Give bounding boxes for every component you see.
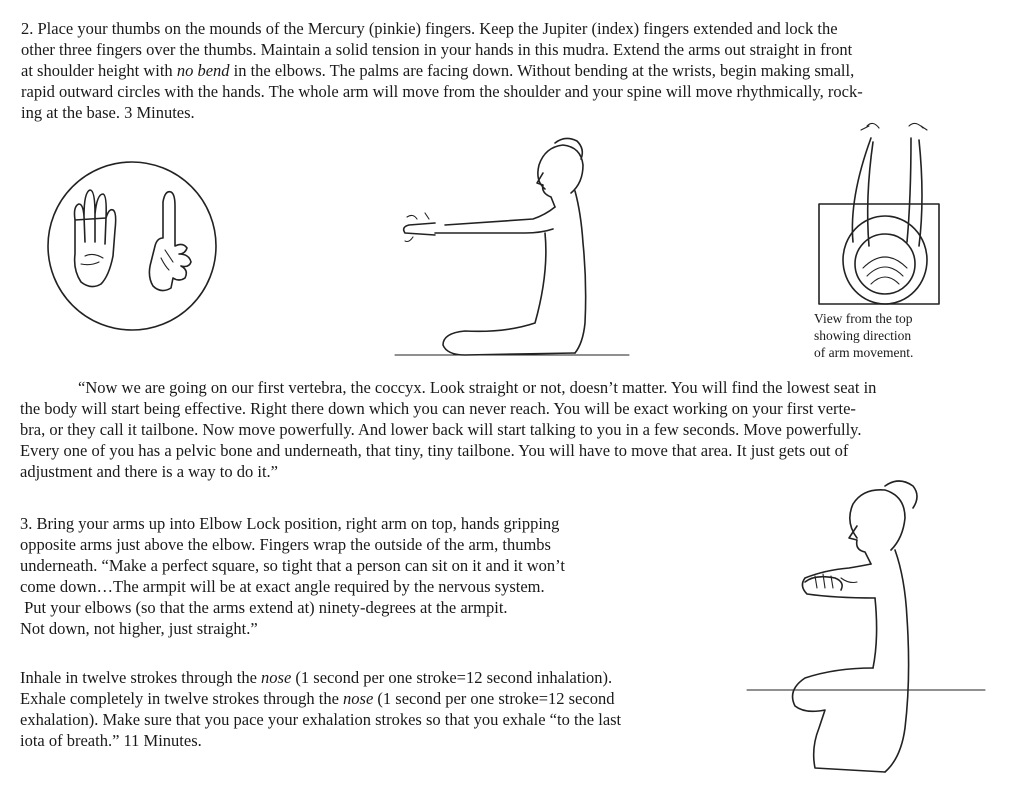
breath-line-text: Inhale in twelve strokes through the [20,668,262,687]
step-3-line: Put your elbows (so that the arms extend at) ninety-degrees at the armpit. [20,598,508,617]
quote-line: the body will start being effective. Right there down which you can never reach. You will be exact working on your first verte- [20,399,856,418]
step-2-line-text: at shoulder height with [21,61,177,80]
step-3-line: 3. Bring your arms up into Elbow Lock position, right arm on top, hands gripping [20,514,560,533]
quote-line: adjustment and there is a way to do it.” [20,462,278,481]
step-2-line: ing at the base. 3 Minutes. [21,103,195,122]
step-3-line: opposite arms just above the elbow. Fingers wrap the outside of the arm, thumbs [20,535,551,554]
caption-line: of arm movement. [814,345,914,360]
step-3-paragraph [20,513,670,639]
step-2-line: other three fingers over the thumbs. Maintain a solid tension in your hands in this mudra. Extend the arms out straight in front [21,40,853,59]
step-3-line: come down…The armpit will be at exact angle required by the nervous system. [20,577,545,596]
top-view-figure [815,118,945,308]
nose-emphasis: nose [261,668,292,687]
no-bend-emphasis: no bend [176,61,230,80]
step-2-line: rapid outward circles with the hands. The whole arm will move from the shoulder and your spine will move rhythmically, rock- [21,82,863,101]
top-view-caption [814,310,944,361]
quote-line: Every one of you has a pelvic bone and underneath, that tiny, tiny tailbone. You will have to move that area. It just gets out of [20,441,849,460]
breath-line [20,667,730,688]
step-3-line: underneath. “Make a perfect square, so tight that a person can sit on it and it won’t [20,556,565,575]
quote-line: “Now we are going on our first vertebra, the coccyx. Look straight or not, doesn’t matter. You will find the lowest seat in [78,378,877,397]
caption-line: View from the top [814,311,913,326]
breath-line: iota of breath.” 11 Minutes. [20,731,202,750]
hand-mudra-illustration [45,158,220,333]
step-2-line-text: in the elbows. The palms are facing down. Without bending at the wrists, begin making small, [229,61,855,80]
breath-line: exhalation). Make sure that you pace your exhalation strokes so that you exhale “to the last [20,710,622,729]
breathing-paragraph [20,667,730,751]
elbow-lock-figure [745,478,995,778]
breath-line [20,688,730,709]
caption-line: showing direction [814,328,912,343]
breath-line-text: (1 second per one stroke=12 second [373,689,615,708]
quote-line: bra, or they call it tailbone. Now move powerfully. And lower back will start talking to you in a few seconds. Move powerfully. [20,420,862,439]
nose-emphasis: nose [343,689,374,708]
step-2-line: 2. Place your thumbs on the mounds of the Mercury (pinkie) fingers. Keep the Jupiter (index) fingers extended and lock the [21,19,838,38]
step-2-line [21,60,1005,81]
seated-figure-arms-forward [385,133,635,363]
step-3-line: Not down, not higher, just straight.” [20,619,258,638]
quote-paragraph [20,377,1020,482]
breath-line-text: (1 second per one stroke=12 second inhalation). [291,668,613,687]
breath-line-text: Exhale completely in twelve strokes through the [20,689,344,708]
step-2-paragraph [21,18,1005,123]
